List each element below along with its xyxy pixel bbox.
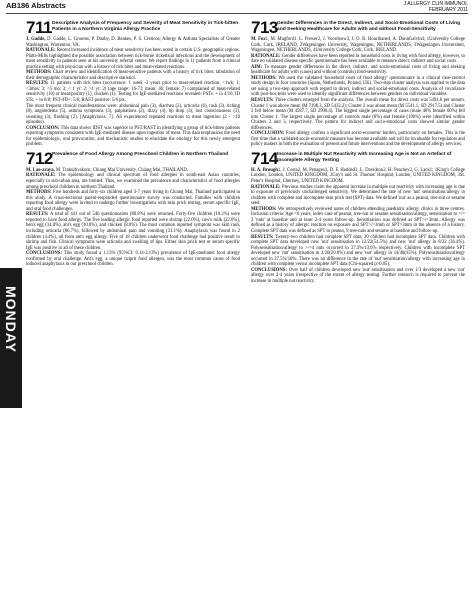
- rationale-label: RATIONALE:: [251, 53, 281, 59]
- abstract-number: 712: [26, 148, 53, 168]
- author-affiliations: 1, M. Mugford1, L. Frewer2, J. Voordouw3, J. O. B. Hourihane4, A. DunnGalvin4; 1University College Cork, Cork, IRELAND, 2Wageningen University, Wageningen, NETHERLANDS, 3Wageningen Universiteit, Wageningen, NETHERLANDS, 4University College Cork, Cork, IRELAND.: [251, 37, 465, 54]
- abstract-number: 714: [251, 148, 278, 168]
- aim-label: AIM:: [251, 64, 263, 70]
- page-header-right: [404, 1, 468, 13]
- results-para: [251, 235, 465, 268]
- results-para: [26, 212, 240, 251]
- rationale-para: [26, 48, 240, 70]
- methods-label: METHODS:: [251, 206, 277, 212]
- presenting-author: H. A. Brough: [251, 167, 278, 173]
- abstract-714-heading: [251, 148, 465, 168]
- methods-text: We used the validated 'household costs of food allergy' questionnaire in a clinical case-control study design in four countries (Spain, Netherlands, Poland, UK). Two-step cluster analysis was applied to the data set using a two-step approach with regard to direct, indirect and social-emotional costs. Analysis of covariance with post-hoc tests were used to identify significant differences between genders on individual variables.: [251, 75, 465, 98]
- presenting-author: J. Gadde,: [26, 37, 46, 42]
- author-affiliations: D. Gadde, L. Grooms, P. Dauby, D. Beakes, P. S. Creticos; Allergy & Asthma Specialists of Greater Washington, Warrenton, VA.: [26, 37, 241, 48]
- conclusion-para: [26, 126, 240, 148]
- methods-label: METHODS:: [26, 70, 52, 76]
- methods-label: METHODS:: [251, 75, 277, 81]
- abstract-title: Gender Differences in the Direct, Indirect, and Socio-Emotional Costs of Living and Seeking Healthcare for Adults with and without Food-Sensitivity: [277, 21, 461, 32]
- results-para: [251, 98, 465, 131]
- conclusion-text: This data shows IDST was superior to PST/RAST in identifying a group of tick-bitten patients reporting symptoms consistent with IgE-mediated disease upon ingestion of meat. This data emphasizes the need for epidemiologic, oral provocation, and mechanistic studies to elucidate the etiology for this newly emergent problem.: [26, 125, 240, 148]
- methods-para: [251, 207, 465, 235]
- abstract-712-heading: [26, 148, 240, 168]
- rationale-label: RATIONALE:: [26, 173, 56, 179]
- rationale-para: [251, 54, 465, 65]
- rationale-para: [251, 185, 465, 207]
- conclusion-para: [26, 251, 240, 268]
- rationale-text: Gender differences have been reported in household costs in living with food allergy, however, to date no validated disease specific questionnaire has been available to measure direct, indirect and social costs.: [251, 53, 465, 65]
- abstract-title: Prevalence of Food Allergy Among Preschool Children in Northern Thailand: [52, 151, 229, 157]
- rationale-text: Previous studies claim the apparent increase in multiple nut reactivity with increasing age is due to exposure of previously unchallenged sensitivity. We determined the rate of new 'nut' sensitisation/allergy in children with complete and incomplete skin prick test (SPT) data. We defined 'nut' as a peanut, tree-nut or sesame seed.: [251, 184, 465, 207]
- rationale-para: [26, 173, 240, 190]
- presenting-author: M. Fox: [251, 37, 266, 42]
- conclusion-text: This study found a 1.13% (95%CI: 0.14-2.13%) prevalence of IgE-mediated food allergy confirmed by oral challenge. Ant's egg, a unique culprit food allergen, was the most common cause of food induced anaphylaxis in our preschool children.: [26, 251, 240, 268]
- rationale-label: RATIONALE:: [251, 184, 281, 190]
- abstract-title: Descriptive Analysis of Frequency and Severity of Meat Sensitivity in Tick-bitten Patients in a Northern Virginia Allergy Practice: [52, 21, 239, 32]
- abstract-714: [251, 148, 466, 284]
- rationale-text: Recent increased incidence of meat sensitivity has been noted in certain U.S. geographic regions. Platts-Mills highlighted the possible association between tick-borne rickettsial infections and the development of meat sensitivity in patients seen at his university referral center. We report findings in 11 patients from a clinical practice setting with physician with a history of tick bites and meat-related reactions.: [26, 48, 241, 70]
- conclusion-label: CONCLUSIONS:: [251, 267, 287, 273]
- abstract-number: 713: [251, 18, 278, 37]
- issue-date: FEBRUARY 2011: [428, 7, 468, 13]
- day-side-tab: [0, 268, 22, 408]
- right-column: [251, 20, 465, 287]
- conclusion-text: Food allergy confers a significant socio-economic burden, particularly on females. This is the first time that a validated socio-economic measure has become available and will be invaluable for regulators and policy makers in both the evaluation of present and future interventions and the development of allergy services.: [251, 131, 465, 148]
- abstract-712: [26, 148, 241, 268]
- methods-para: [26, 70, 240, 81]
- page-header: [0, 0, 474, 12]
- abstract-authors: [251, 37, 465, 54]
- conclusion-label: CONCLUSION:: [26, 125, 60, 131]
- abstract-711-heading: [26, 20, 240, 36]
- journal-name: J ALLERGY CLIN IMMUNOL: [403, 1, 468, 7]
- abstract-711: [26, 20, 240, 148]
- results-text: Twenty-two children had complete SPT data; 20 children had incomplete SPT data. Children with complete SPT data developed new 'nut' sensitisation in 12/22(54.5%) and new 'nut' allergy in 8/22 (36.4%). Polysensitisation/allergy to >/=4 nuts occurred in 27.3%/13.6% respectively. Children with incomplete SPT developed new 'nut' sensitisation in 4/20(20.0%) and new 'nut' allergy in 14/40(35%). Polysensitisation/allergy occurred in 37.5%/10%. There was no difference in the rate of 'nut' sensitisation/allergy with increasing age in children with complete versus incomplete SPT data (Chi-squared p>0.05).: [251, 234, 465, 268]
- presenting-author: M. Lao-araya,: [26, 167, 55, 173]
- author-affiliations: 1, J. Costa2, M. Penagos1, D. F. Haddad3, L. Davidson2, H. Peachey2, G. Lack1; 1King's College London, London, UNITED KINGDOM, 2Guy's and St. Thomas' Hospital, London, UNITED KINGDOM, 3St. Peter's Hospital, Chertsey, UNITED KINGDOM.: [251, 167, 466, 185]
- rationale-text: The epidemiology and clinical spectrum of food allergies in south-east Asian countries, especially in sub-urban area, are limited. Thus, we examined the prevalence and characteristics of food allergies among preschool children in northern Thailand.: [26, 173, 240, 190]
- results-para: [26, 81, 240, 103]
- author-affiliations: M. Trakultivakorn; Chiang Mai University, Chiang Mai, THAILAND.: [55, 167, 188, 173]
- methods-text: We retrospectively reviewed notes of children attending paediatric allergy clinics in three centres. Inclusion criteria: Age <6 years, index case of peanut, tree-nut or sesame sensitisation/allergy, sensitisation to >/= 3 'nuts' at baseline and at least 2-4 years follow-up. Sensitisation was defined as SPT>/=3mm. Allergy was defined as a history of allergic reaction on exposure and SPT>/=3mm or SPT>3mm in the absence of a history. Complete SPT data was defined as SPT to peanut, 9 tree-nuts and sesame at baseline and follow-up.: [251, 206, 465, 234]
- abstract-number: 711: [26, 18, 52, 37]
- results-text: Three clusters emerged from the analysis. The overall mean for direct costs was 5491.0 per annum. Cluster 1 was above mean (M 7198.3, SD 5433.2); Cluster 2 was about mean (M 5541.1, SD 2917.5) and Cluster 3 fell below mean (M 4587.7, SD 2990.4). The biggest single percentage of cases (male 40% female 60%) fell into Cluster 1. The largest single percentage of controls male (0%) and female (100%) were identified within Clusters 2 and 3, respectively. The pattern for indirect and socio-emotional costs showed similar gender differences.: [251, 98, 465, 131]
- abstract-authors: [251, 168, 465, 185]
- results-text: 11 patients with tick bites (occurrence: 1 week -2 years prior to meat-related reaction; <1wk: 1; <3mos: 3; <5 mo: 3; < 1 yr: 2; >1 yr: 2) (age range: 16-71; mean: 46; female: 7) complained of meat-related sensitivity (10) or meat/poultry (1), chicken (1). Testing for IgE-mediated reactions revealed: PSTs: + in 4/10; ID STs: + in 8/8; PST-/ID+: 5/6; RAST positive: 5/6 pts.: [26, 81, 240, 104]
- aim-para: [251, 65, 465, 76]
- page-header-left: AB186 Abstracts: [6, 1, 66, 10]
- conclusion-para: [251, 131, 465, 148]
- results-text: A total of 441 out of 546 questionnaires (80.8%) were returned. Forty-five children (10.2%) were reported to have food allergy. The five leading allergic food reported were shrimp (22.0%), cow's milk (22.0%), hen's egg (14.0%), ant's egg (10.0%), and chicken (8.0%). The most common reported symptom was skin rash, including urticaria (86.7%), followed by abdominal pain and vomiting (31.1%). Anaphylaxis was found in 2 children (4.4%), all from ant's egg allergy. Five of 18 children underwent food challenge had positive result to shrimp and fish. Clinical symptoms were urticaria and swelling of lips. Either skin prick test or serum specific IgE was positive in all of these children.: [26, 212, 240, 251]
- left-column: [26, 20, 240, 271]
- results-label: RESULTS:: [26, 212, 49, 218]
- methods-para: [26, 190, 240, 212]
- conclusion-label: CONCLUSIONS:: [26, 251, 62, 257]
- methods-label: METHODS:: [26, 190, 52, 196]
- header-rule: [6, 13, 468, 14]
- conclusion-label: CONCLUSION:: [251, 131, 285, 137]
- conclusion-text: Over half of children developed new 'nut' sensitisation and over 1/3 developed a new 'nut' allergy over 2-4 years irrespective of the extent of allergy testing. Further research is required to prevent the increase in multiple nut reactivity.: [251, 267, 466, 284]
- results-para-2: The most frequent clinical manifestations were: abdominal pain (3), diarrhea (2), urticaria (6), rash (3), itching (8), angioedema (5), asthma symptoms (3), palpitations (2), dizzy (4), bp drop (3), lost consciousness (3), sweating (3), flushing (2). [Anaphylaxis: 7]. All experienced repeated reactions to meat ingestion (2 - >10 episodes).: [26, 103, 240, 126]
- abstract-title: Increase in Multiple Nut Reactivity with Increasing Age is Not an Artefact of Incomplete Allergy Testing: [277, 151, 452, 163]
- abstract-713-heading: [251, 20, 465, 36]
- day-side-tab-label: MONDAY: [3, 286, 19, 353]
- results-label: RESULTS:: [251, 234, 274, 240]
- results-label: RESULTS:: [251, 98, 274, 104]
- conclusion-para: [251, 268, 465, 285]
- methods-text: Five hundreds and forty-six children aged 3-7 years living in Chiang Mai, Thailand participated in this study. A cross-sectional parent-responded questionnaire survey was conducted. Families with children reporting food allergy were invited to undergo further investigations with skin prick testing, serum specific IgE, and oral food challenges.: [26, 190, 241, 212]
- methods-text: Chart review and identification of meat-sensitive patients with a history of tick bites; tabulation of their demographic characteristics and descriptive statistics.: [26, 70, 240, 81]
- abstract-713: [251, 20, 465, 148]
- rationale-label: RATIONALE:: [26, 48, 56, 54]
- abstract-authors: [26, 37, 240, 48]
- methods-para: [251, 76, 465, 98]
- results-label: RESULTS:: [26, 81, 49, 87]
- aim-text: To measure gender differences in the direct, indirect, and socio-emotional costs of living and seeking healthcare for adults with (cases) and without (controls) food-sensitivity.: [251, 64, 465, 76]
